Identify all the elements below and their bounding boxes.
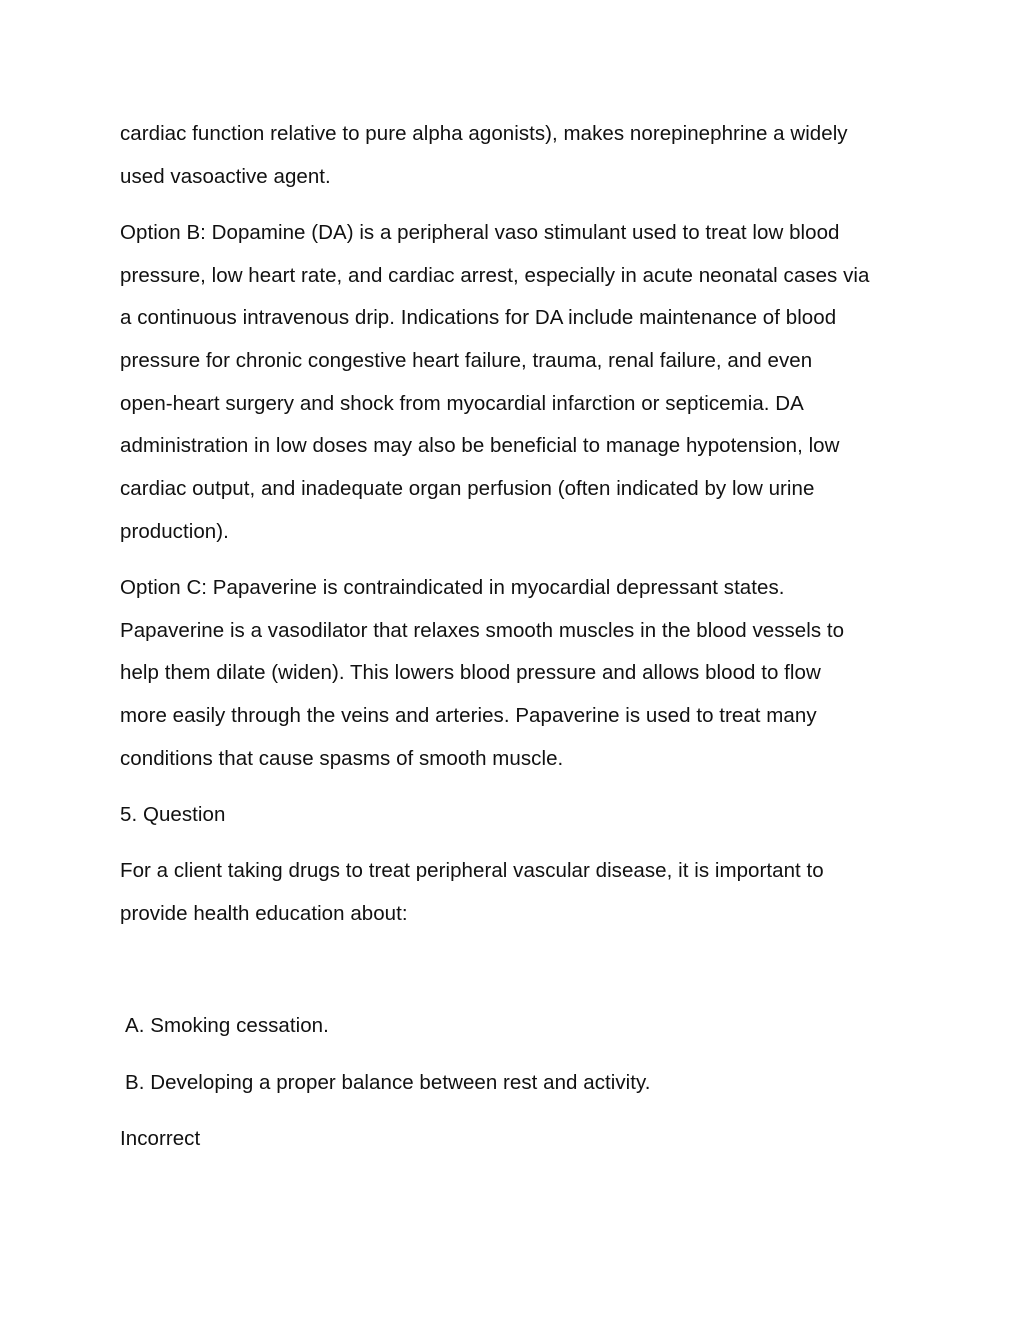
blank-spacer xyxy=(120,949,900,992)
text-line: Papaverine is a vasodilator that relaxes smooth muscles in the blood vessels to xyxy=(120,618,845,642)
answer-option-b xyxy=(120,1062,900,1105)
text-line: cardiac output, and inadequate organ perfusion (often indicated by low urine xyxy=(120,477,815,501)
text-line: conditions that cause spasms of smooth muscle. xyxy=(120,746,564,770)
text-line: pressure for chronic congestive heart failure, trauma, renal failure, and even xyxy=(120,349,813,373)
text-line: Option B: Dopamine (DA) is a peripheral vaso stimulant used to treat low blood xyxy=(120,220,840,244)
answer-option-a xyxy=(120,1005,900,1048)
text-line: help them dilate (widen). This lowers blood pressure and allows blood to flow xyxy=(120,661,821,685)
text-line: Option C: Papaverine is contraindicated in myocardial depressant states. xyxy=(120,576,785,600)
text-line: administration in low doses may also be beneficial to manage hypotension, low xyxy=(120,434,840,458)
paragraph-option-b xyxy=(120,212,900,554)
text-line: a continuous intravenous drip. Indications for DA include maintenance of blood xyxy=(120,306,837,330)
question-heading xyxy=(120,794,900,837)
text-line: pressure, low heart rate, and cardiac arrest, especially in acute neonatal cases via xyxy=(120,263,870,287)
document-body xyxy=(120,113,900,1174)
text-line: production). xyxy=(120,519,229,543)
text-line: used vasoactive agent. xyxy=(120,164,331,188)
result-label: Incorrect xyxy=(120,1126,201,1150)
paragraph-norepinephrine-conclusion xyxy=(120,113,900,198)
question-text xyxy=(120,850,900,935)
paragraph-option-c xyxy=(120,567,900,781)
result-status xyxy=(120,1118,900,1161)
question-number-label: 5. Question xyxy=(120,803,226,827)
text-line: cardiac function relative to pure alpha agonists), makes norepinephrine a widely xyxy=(120,122,848,145)
text-line: open-heart surgery and shock from myocardial infarction or septicemia. DA xyxy=(120,391,804,415)
answer-option-label: B. Developing a proper balance between rest and activity. xyxy=(125,1070,651,1094)
text-line: For a client taking drugs to treat peripheral vascular disease, it is important to xyxy=(120,859,824,883)
text-line: more easily through the veins and arteries. Papaverine is used to treat many xyxy=(120,704,817,728)
answer-option-label: A. Smoking cessation. xyxy=(125,1014,329,1038)
text-line: provide health education about: xyxy=(120,901,408,925)
